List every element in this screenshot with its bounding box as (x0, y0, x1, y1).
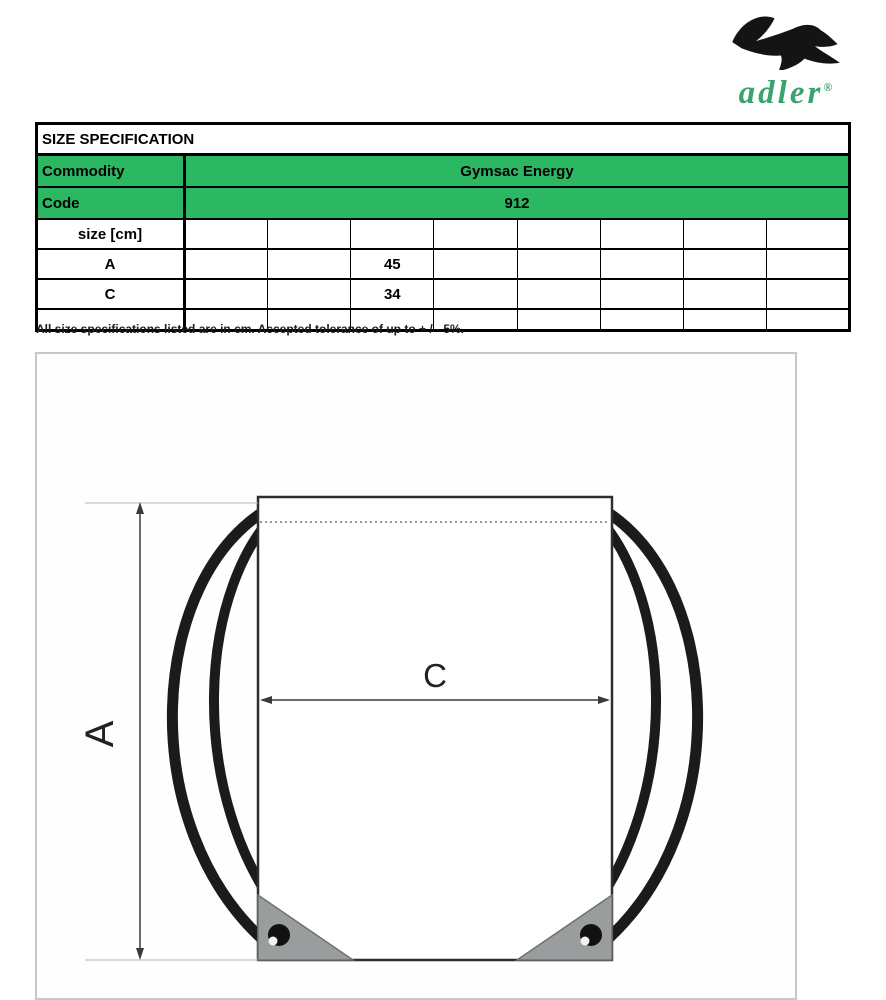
arrowhead-up-icon (136, 502, 144, 514)
table-title: SIZE SPECIFICATION (37, 124, 850, 155)
brand-name-text: adler (738, 75, 824, 111)
size-row-label: A (37, 249, 185, 279)
empty-cell (600, 279, 683, 309)
size-row-label: C (37, 279, 185, 309)
eagle-icon (721, 8, 851, 70)
size-row-C (37, 279, 850, 309)
empty-cell (683, 249, 766, 279)
empty-cell (351, 219, 434, 249)
empty-cell (600, 219, 683, 249)
diagram-frame (35, 352, 797, 1000)
empty-cell (434, 219, 517, 249)
size-row-A (37, 249, 850, 279)
empty-cell (766, 219, 849, 249)
empty-cell (185, 219, 268, 249)
empty-cell (600, 309, 683, 331)
tolerance-note: All size specifications listed are in cm. Accepted tolerance of up to + / - 5%. (36, 322, 465, 336)
empty-cell (268, 249, 351, 279)
registered-mark: ® (823, 80, 833, 94)
empty-cell (517, 279, 600, 309)
empty-cell (434, 279, 517, 309)
empty-cell (683, 219, 766, 249)
empty-cell (434, 249, 517, 279)
grommet-right-highlight (581, 937, 590, 946)
brand-logo (698, 8, 873, 110)
empty-cell (683, 309, 766, 331)
size-value-A: 45 (351, 249, 434, 279)
commodity-label: Commodity (37, 155, 185, 188)
empty-cell (683, 279, 766, 309)
bag-outline (258, 497, 612, 960)
code-value: 912 (185, 187, 850, 219)
empty-cell (766, 309, 849, 331)
size-header-row (37, 219, 850, 249)
empty-cell (185, 249, 268, 279)
dimension-label-C: C (423, 657, 447, 694)
empty-cell (268, 219, 351, 249)
commodity-row (37, 155, 850, 188)
size-spec-table (35, 122, 851, 332)
size-header: size [cm] (37, 219, 185, 249)
dimension-label-A: A (78, 720, 122, 748)
empty-cell (517, 219, 600, 249)
commodity-value: Gymsac Energy (185, 155, 850, 188)
empty-cell (766, 249, 849, 279)
table-title-row (37, 124, 850, 155)
size-value-C: 34 (351, 279, 434, 309)
empty-cell (766, 279, 849, 309)
empty-cell (185, 279, 268, 309)
grommet-left-highlight (269, 937, 278, 946)
empty-cell (268, 279, 351, 309)
code-label: Code (37, 187, 185, 219)
brand-name (698, 72, 873, 111)
code-row (37, 187, 850, 219)
empty-cell (600, 249, 683, 279)
arrowhead-down-icon (136, 948, 144, 960)
empty-cell (517, 249, 600, 279)
empty-cell (517, 309, 600, 331)
gymsac-diagram (37, 354, 791, 994)
